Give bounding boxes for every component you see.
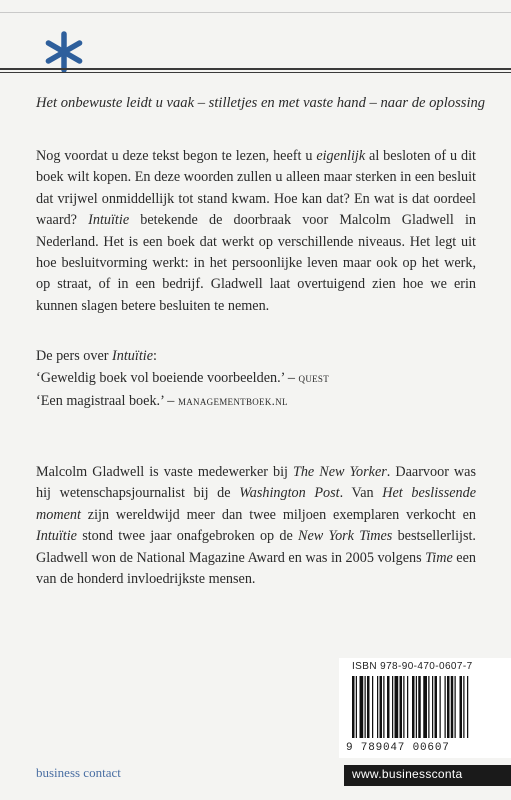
barcode xyxy=(352,676,502,740)
barcode-bar xyxy=(416,676,417,738)
barcode-bar xyxy=(377,676,378,738)
barcode-bar xyxy=(383,676,384,738)
barcode-bar xyxy=(428,676,429,738)
barcode-bar xyxy=(440,676,441,738)
barcode-bar xyxy=(352,676,355,738)
barcode-bar xyxy=(435,676,438,738)
barcode-bar xyxy=(451,676,454,738)
barcode-bar xyxy=(412,676,415,738)
blurb-paragraph: Nog voordat u deze tekst begon te lezen, heeft u eigenlijk al besloten of u dit boek wilt kopen. En deze woorden zullen u alleen maar sterken in een besluit dat vrijwel onmiddellijk tot stand kwam. Hoe kan dat? En wat is dat oordeel waard? Intuïtie betekende de doorbraak voor Malcolm Gladwell in Nederland. Het is een boek dat werkt op verschillende niveaus. Het legt uit hoe besluitvorming werkt: in het persoonlijke leven maar ook op het werk, op straat, of in een bedrijf. Gladwell laat overtuigend zien hoe we erin kunnen slagen betere besluiten te nemen. xyxy=(36,148,476,314)
barcode-bar xyxy=(403,676,404,738)
website-url: www.businessconta xyxy=(352,767,463,781)
press-quotes xyxy=(36,346,329,412)
header-rule-thin xyxy=(0,72,511,73)
barcode-bar xyxy=(407,676,408,738)
top-edge-rule xyxy=(0,12,511,13)
barcode-bar xyxy=(380,676,383,738)
barcode-bar xyxy=(418,676,421,738)
barcode-bar xyxy=(400,676,403,738)
publisher-name: business contact xyxy=(36,765,121,780)
barcode-bar xyxy=(463,676,464,738)
tagline: Het onbewuste leidt u vaak – stilletjes en met vaste hand – naar de oplossing xyxy=(36,95,486,111)
header-rule xyxy=(0,68,511,70)
barcode-bar xyxy=(372,676,373,738)
barcode-digits: 9 789047 00607 xyxy=(346,742,450,754)
barcode-bar xyxy=(455,676,456,738)
barcode-bar xyxy=(365,676,366,738)
barcode-bar xyxy=(392,676,393,738)
barcode-bar xyxy=(460,676,463,738)
barcode-bar xyxy=(445,676,446,738)
author-bio: Malcolm Gladwell is vaste medewerker bij The New Yorker. Daarvoor was hij wetenschapsjournalist bij de Washington Post. Van Het beslissende moment zijn wereldwijd meer dan twee miljoen exemplaren verkocht en Intuïtie stond twee jaar onafgebroken op de New York Times bestsellerlijst. Gladwell won de National Magazine Award en was in 2005 volgens Time een van de honderd invloedrijkste mensen. xyxy=(36,464,477,588)
press-intro: De pers over Intuïtie: xyxy=(36,348,157,364)
barcode-bar xyxy=(423,676,427,738)
barcode-bar xyxy=(432,676,433,738)
barcode-bar xyxy=(367,676,370,738)
barcode-bar xyxy=(467,676,468,738)
barcode-bar xyxy=(356,676,357,738)
barcode-bar xyxy=(395,676,399,738)
barcode-bar xyxy=(360,676,364,738)
press-quote: ‘Geweldig boek vol boeiende voorbeelden.’ – quest xyxy=(36,370,330,387)
barcode-bar xyxy=(447,676,450,738)
barcode-bar xyxy=(387,676,390,738)
isbn-label: ISBN 978-90-470-0607-7 xyxy=(352,661,473,672)
press-quote: ‘Een magistraal boek.’ – managementboek.nl xyxy=(36,392,288,409)
